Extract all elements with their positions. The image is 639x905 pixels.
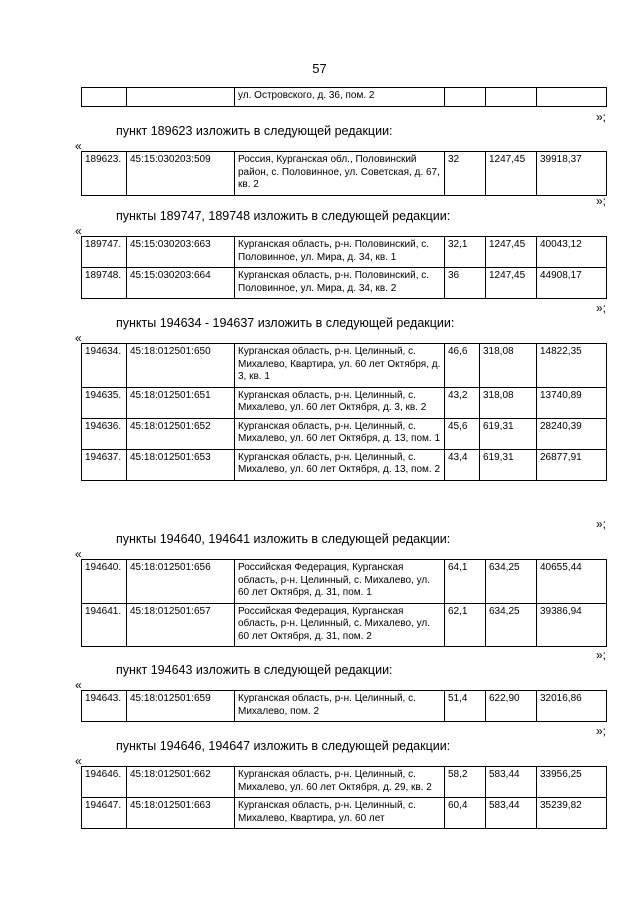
cell-value: 28240,39 — [537, 418, 607, 449]
cell-value: 14822,35 — [537, 344, 607, 388]
opening-quote: « — [75, 139, 82, 153]
cell-value: 39918,37 — [537, 152, 607, 196]
cell-address: Курганская область, р-н. Половинский, с. Половинное, ул. Мира, д. 34, кв. 1 — [235, 237, 445, 268]
table-row — [82, 560, 607, 604]
cell-rate: 583,44 — [486, 767, 537, 798]
cell-cadastral: 45:18:012501:662 — [127, 767, 235, 798]
table-row — [82, 418, 607, 449]
cell-cadastral: 45:18:012501:653 — [127, 449, 235, 480]
cell-area: 62,1 — [445, 603, 486, 647]
cell-area: 58,2 — [445, 767, 486, 798]
cell-cadastral: 45:15:030203:509 — [127, 152, 235, 196]
cell-num: 194643. — [82, 691, 127, 722]
cell-rate: 634,25 — [486, 603, 537, 647]
cell-cadastral: 45:18:012501:659 — [127, 691, 235, 722]
cell-area: 51,4 — [445, 691, 486, 722]
cell-rate: 634,25 — [486, 560, 537, 604]
cell-value: 39386,94 — [537, 603, 607, 647]
cell-num: 189748. — [82, 268, 127, 299]
cell-num: 194647. — [82, 798, 127, 829]
section-heading: пункты 189747, 189748 изложить в следующей редакции: — [116, 209, 451, 223]
cell-area: 45,6 — [445, 418, 480, 449]
section-table — [81, 559, 607, 647]
opening-quote: « — [75, 224, 82, 238]
cell-value: 40043,12 — [537, 237, 607, 268]
cell-num — [82, 88, 127, 107]
cell-cadastral: 45:18:012501:651 — [127, 387, 235, 418]
cell-area: 60,4 — [445, 798, 486, 829]
table-row — [82, 767, 607, 798]
cell-num: 194641. — [82, 603, 127, 647]
closing-quote: »; — [596, 724, 607, 738]
cell-cadastral: 45:18:012501:656 — [127, 560, 235, 604]
section-table — [81, 766, 607, 829]
table-row — [82, 152, 607, 196]
cell-cadastral: 45:18:012501:652 — [127, 418, 235, 449]
table-row — [82, 268, 607, 299]
cell-address: Курганская область, р-н. Целинный, с. Михалево, пом. 2 — [235, 691, 445, 722]
cell-address: Российская Федерация, Курганская область, р-н. Целинный, с. Михалево, ул. 60 лет Октября, д. 31, пом. 2 — [235, 603, 445, 647]
closing-quote: »; — [596, 517, 607, 531]
section-table — [81, 151, 607, 196]
cell-cadastral: 45:18:012501:657 — [127, 603, 235, 647]
cell-value — [537, 88, 607, 107]
section-table — [81, 343, 607, 481]
opening-quote: « — [75, 754, 82, 768]
page-number: 57 — [312, 61, 327, 76]
cell-rate: 318,08 — [480, 387, 537, 418]
table-row — [82, 237, 607, 268]
cell-value: 44908,17 — [537, 268, 607, 299]
cell-area: 43,2 — [445, 387, 480, 418]
table-row — [82, 88, 607, 107]
cell-cadastral: 45:15:030203:663 — [127, 237, 235, 268]
cell-value: 26877,91 — [537, 449, 607, 480]
cell-cadastral: 45:18:012501:663 — [127, 798, 235, 829]
cell-value: 35239,82 — [537, 798, 607, 829]
cell-rate: 1247,45 — [486, 268, 537, 299]
closing-quote: »; — [596, 648, 607, 662]
cell-rate: 318,08 — [480, 344, 537, 388]
cell-address: Курганская область, р-н. Целинный, с. Михалево, ул. 60 лет Октября, д. 3, кв. 2 — [235, 387, 445, 418]
table-row — [82, 798, 607, 829]
cell-area: 32,1 — [445, 237, 486, 268]
section-heading: пункт 194643 изложить в следующей редакции: — [116, 663, 393, 677]
cell-num: 194646. — [82, 767, 127, 798]
cell-rate: 622,90 — [486, 691, 537, 722]
cell-cadastral: 45:15:030203:664 — [127, 268, 235, 299]
cell-num: 194640. — [82, 560, 127, 604]
table-row — [82, 691, 607, 722]
opening-quote: « — [75, 547, 82, 561]
cell-rate: 1247,45 — [486, 237, 537, 268]
cell-value: 33956,25 — [537, 767, 607, 798]
cell-num: 194634. — [82, 344, 127, 388]
closing-quote: »; — [596, 110, 607, 124]
cell-address: ул. Островского, д. 36, пом. 2 — [235, 88, 445, 107]
continuation-table — [81, 87, 607, 107]
section-table — [81, 236, 607, 299]
cell-area — [445, 88, 486, 107]
cell-value: 40655,44 — [537, 560, 607, 604]
cell-num: 189747. — [82, 237, 127, 268]
closing-quote: »; — [596, 301, 607, 315]
cell-address: Курганская область, р-н. Целинный, с. Михалево, ул. 60 лет Октября, д. 29, кв. 2 — [235, 767, 445, 798]
table-row — [82, 449, 607, 480]
opening-quote: « — [75, 331, 82, 345]
section-heading: пункты 194634 - 194637 изложить в следующей редакции: — [116, 316, 455, 330]
closing-quote: »; — [596, 194, 607, 208]
cell-num: 194635. — [82, 387, 127, 418]
cell-area: 46,6 — [445, 344, 480, 388]
cell-rate: 583,44 — [486, 798, 537, 829]
cell-area: 64,1 — [445, 560, 486, 604]
cell-num: 189623. — [82, 152, 127, 196]
cell-area: 43,4 — [445, 449, 480, 480]
cell-value: 13740,89 — [537, 387, 607, 418]
cell-address: Курганская область, р-н. Целинный, с. Михалево, Квартира, ул. 60 лет — [235, 798, 445, 829]
cell-rate: 1247,45 — [486, 152, 537, 196]
cell-rate: 619,31 — [480, 418, 537, 449]
cell-cadastral: 45:18:012501:650 — [127, 344, 235, 388]
section-heading: пункты 194646, 194647 изложить в следующей редакции: — [116, 739, 451, 753]
cell-address: Курганская область, р-н. Целинный, с. Михалево, Квартира, ул. 60 лет Октября, д. 3, кв. 1 — [235, 344, 445, 388]
cell-rate — [486, 88, 537, 107]
cell-address: Россия, Курганская обл., Половинский район, с. Половинное, ул. Советская, д. 67, кв. 2 — [235, 152, 445, 196]
section-table — [81, 690, 607, 722]
opening-quote: « — [75, 678, 82, 692]
cell-address: Российская Федерация, Курганская область, р-н. Целинный, с. Михалево, ул. 60 лет Октября, д. 31, пом. 1 — [235, 560, 445, 604]
cell-address: Курганская область, р-н. Половинский, с. Половинное, ул. Мира, д. 34, кв. 2 — [235, 268, 445, 299]
cell-address: Курганская область, р-н. Целинный, с. Михалево, ул. 60 лет Октября, д. 13, пом. 1 — [235, 418, 445, 449]
cell-rate: 619,31 — [480, 449, 537, 480]
table-row — [82, 387, 607, 418]
cell-cadastral — [127, 88, 235, 107]
table-row — [82, 603, 607, 647]
cell-address: Курганская область, р-н. Целинный, с. Михалево, ул. 60 лет Октября, д. 13, пом. 2 — [235, 449, 445, 480]
cell-num: 194636. — [82, 418, 127, 449]
cell-area: 32 — [445, 152, 486, 196]
cell-area: 36 — [445, 268, 486, 299]
cell-num: 194637. — [82, 449, 127, 480]
cell-value: 32016,86 — [537, 691, 607, 722]
section-heading: пункт 189623 изложить в следующей редакции: — [116, 124, 393, 138]
table-row — [82, 344, 607, 388]
section-heading: пункты 194640, 194641 изложить в следующей редакции: — [116, 532, 451, 546]
